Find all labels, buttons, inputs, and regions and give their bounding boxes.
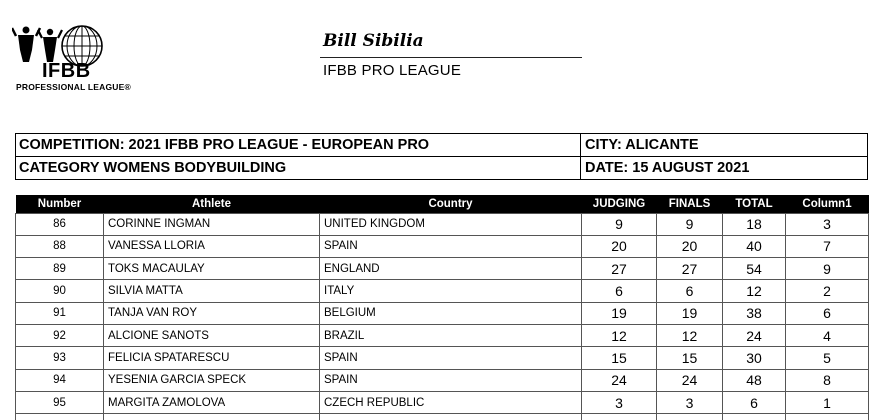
table-row bbox=[16, 258, 869, 280]
total-score: 18 bbox=[723, 213, 786, 235]
organization-name: IFBB PRO LEAGUE bbox=[323, 62, 462, 79]
total-score: 24 bbox=[723, 324, 786, 346]
athlete-name: FELICIA SPATARESCU bbox=[104, 347, 320, 369]
total-score: 54 bbox=[723, 258, 786, 280]
table-row bbox=[16, 391, 869, 413]
empty-cell bbox=[786, 414, 869, 420]
header-finals: FINALS bbox=[657, 195, 723, 213]
empty-cell bbox=[657, 414, 723, 420]
judging-score: 27 bbox=[582, 258, 657, 280]
athlete-country: UNITED KINGDOM bbox=[320, 213, 582, 235]
athlete-country: SPAIN bbox=[320, 369, 582, 391]
finals-score: 12 bbox=[657, 324, 723, 346]
header-number: Number bbox=[16, 195, 104, 213]
info-row bbox=[16, 134, 868, 157]
finals-score: 9 bbox=[657, 213, 723, 235]
judging-score: 3 bbox=[582, 391, 657, 413]
table-row bbox=[16, 369, 869, 391]
total-score: 6 bbox=[723, 391, 786, 413]
athlete-number: 88 bbox=[16, 235, 104, 257]
table-row bbox=[16, 302, 869, 324]
finals-score: 19 bbox=[657, 302, 723, 324]
empty-cell bbox=[582, 414, 657, 420]
signature: Bill Sibilia bbox=[323, 31, 424, 51]
total-score: 40 bbox=[723, 235, 786, 257]
placing: 5 bbox=[786, 347, 869, 369]
finals-score: 15 bbox=[657, 347, 723, 369]
placing: 1 bbox=[786, 391, 869, 413]
logo-subtext: PROFESSIONAL LEAGUE® bbox=[16, 82, 131, 92]
finals-score: 24 bbox=[657, 369, 723, 391]
total-score: 30 bbox=[723, 347, 786, 369]
header-total: TOTAL bbox=[723, 195, 786, 213]
finals-score: 20 bbox=[657, 235, 723, 257]
athlete-name: MARGITA ZAMOLOVA bbox=[104, 391, 320, 413]
athlete-name: CORINNE INGMAN bbox=[104, 213, 320, 235]
table-row bbox=[16, 213, 869, 235]
header-judging: JUDGING bbox=[582, 195, 657, 213]
athlete-number: 94 bbox=[16, 369, 104, 391]
competition-name: COMPETITION: 2021 IFBB PRO LEAGUE - EUROPEAN PRO bbox=[16, 134, 581, 157]
empty-cell bbox=[723, 414, 786, 420]
athlete-number: 90 bbox=[16, 280, 104, 302]
judging-score: 12 bbox=[582, 324, 657, 346]
athlete-number: 89 bbox=[16, 258, 104, 280]
table-row-empty bbox=[16, 414, 869, 420]
competition-info-table bbox=[15, 133, 868, 180]
table-row bbox=[16, 235, 869, 257]
empty-cell bbox=[320, 414, 582, 420]
athlete-number: 92 bbox=[16, 324, 104, 346]
athlete-name: ALCIONE SANOTS bbox=[104, 324, 320, 346]
placing: 6 bbox=[786, 302, 869, 324]
total-score: 48 bbox=[723, 369, 786, 391]
finals-score: 6 bbox=[657, 280, 723, 302]
placing: 9 bbox=[786, 258, 869, 280]
athlete-name: YESENIA GARCIA SPECK bbox=[104, 369, 320, 391]
athlete-number: 91 bbox=[16, 302, 104, 324]
total-score: 12 bbox=[723, 280, 786, 302]
athlete-number: 95 bbox=[16, 391, 104, 413]
competition-category: CATEGORY WOMENS BODYBUILDING bbox=[16, 157, 581, 180]
placing: 4 bbox=[786, 324, 869, 346]
athlete-name: SILVIA MATTA bbox=[104, 280, 320, 302]
judging-score: 24 bbox=[582, 369, 657, 391]
finals-score: 3 bbox=[657, 391, 723, 413]
table-row bbox=[16, 280, 869, 302]
competition-city: CITY: ALICANTE bbox=[581, 134, 868, 157]
athlete-country: ENGLAND bbox=[320, 258, 582, 280]
total-score: 38 bbox=[723, 302, 786, 324]
athlete-name: TOKS MACAULAY bbox=[104, 258, 320, 280]
empty-cell bbox=[104, 414, 320, 420]
placing: 8 bbox=[786, 369, 869, 391]
results-header-row bbox=[16, 195, 869, 213]
finals-score: 27 bbox=[657, 258, 723, 280]
ifbb-logo bbox=[12, 20, 130, 94]
athlete-country: ITALY bbox=[320, 280, 582, 302]
athlete-number: 93 bbox=[16, 347, 104, 369]
athlete-country: SPAIN bbox=[320, 347, 582, 369]
athlete-name: TANJA VAN ROY bbox=[104, 302, 320, 324]
judging-score: 9 bbox=[582, 213, 657, 235]
judging-score: 20 bbox=[582, 235, 657, 257]
placing: 2 bbox=[786, 280, 869, 302]
header-athlete: Athlete bbox=[104, 195, 320, 213]
placing: 7 bbox=[786, 235, 869, 257]
table-row bbox=[16, 324, 869, 346]
results-table bbox=[15, 195, 869, 420]
info-row bbox=[16, 157, 868, 180]
athlete-country: SPAIN bbox=[320, 235, 582, 257]
athlete-number: 86 bbox=[16, 213, 104, 235]
empty-cell bbox=[16, 414, 104, 420]
table-row bbox=[16, 347, 869, 369]
header-column1: Column1 bbox=[786, 195, 869, 213]
signature-line bbox=[320, 57, 582, 58]
athlete-country: BRAZIL bbox=[320, 324, 582, 346]
placing: 3 bbox=[786, 213, 869, 235]
competition-date: DATE: 15 AUGUST 2021 bbox=[581, 157, 868, 180]
athlete-name: VANESSA LLORIA bbox=[104, 235, 320, 257]
athlete-country: BELGIUM bbox=[320, 302, 582, 324]
judging-score: 6 bbox=[582, 280, 657, 302]
athlete-country: CZECH REPUBLIC bbox=[320, 391, 582, 413]
header-country: Country bbox=[320, 195, 582, 213]
judging-score: 15 bbox=[582, 347, 657, 369]
logo-text: IFBB bbox=[42, 60, 91, 82]
judging-score: 19 bbox=[582, 302, 657, 324]
